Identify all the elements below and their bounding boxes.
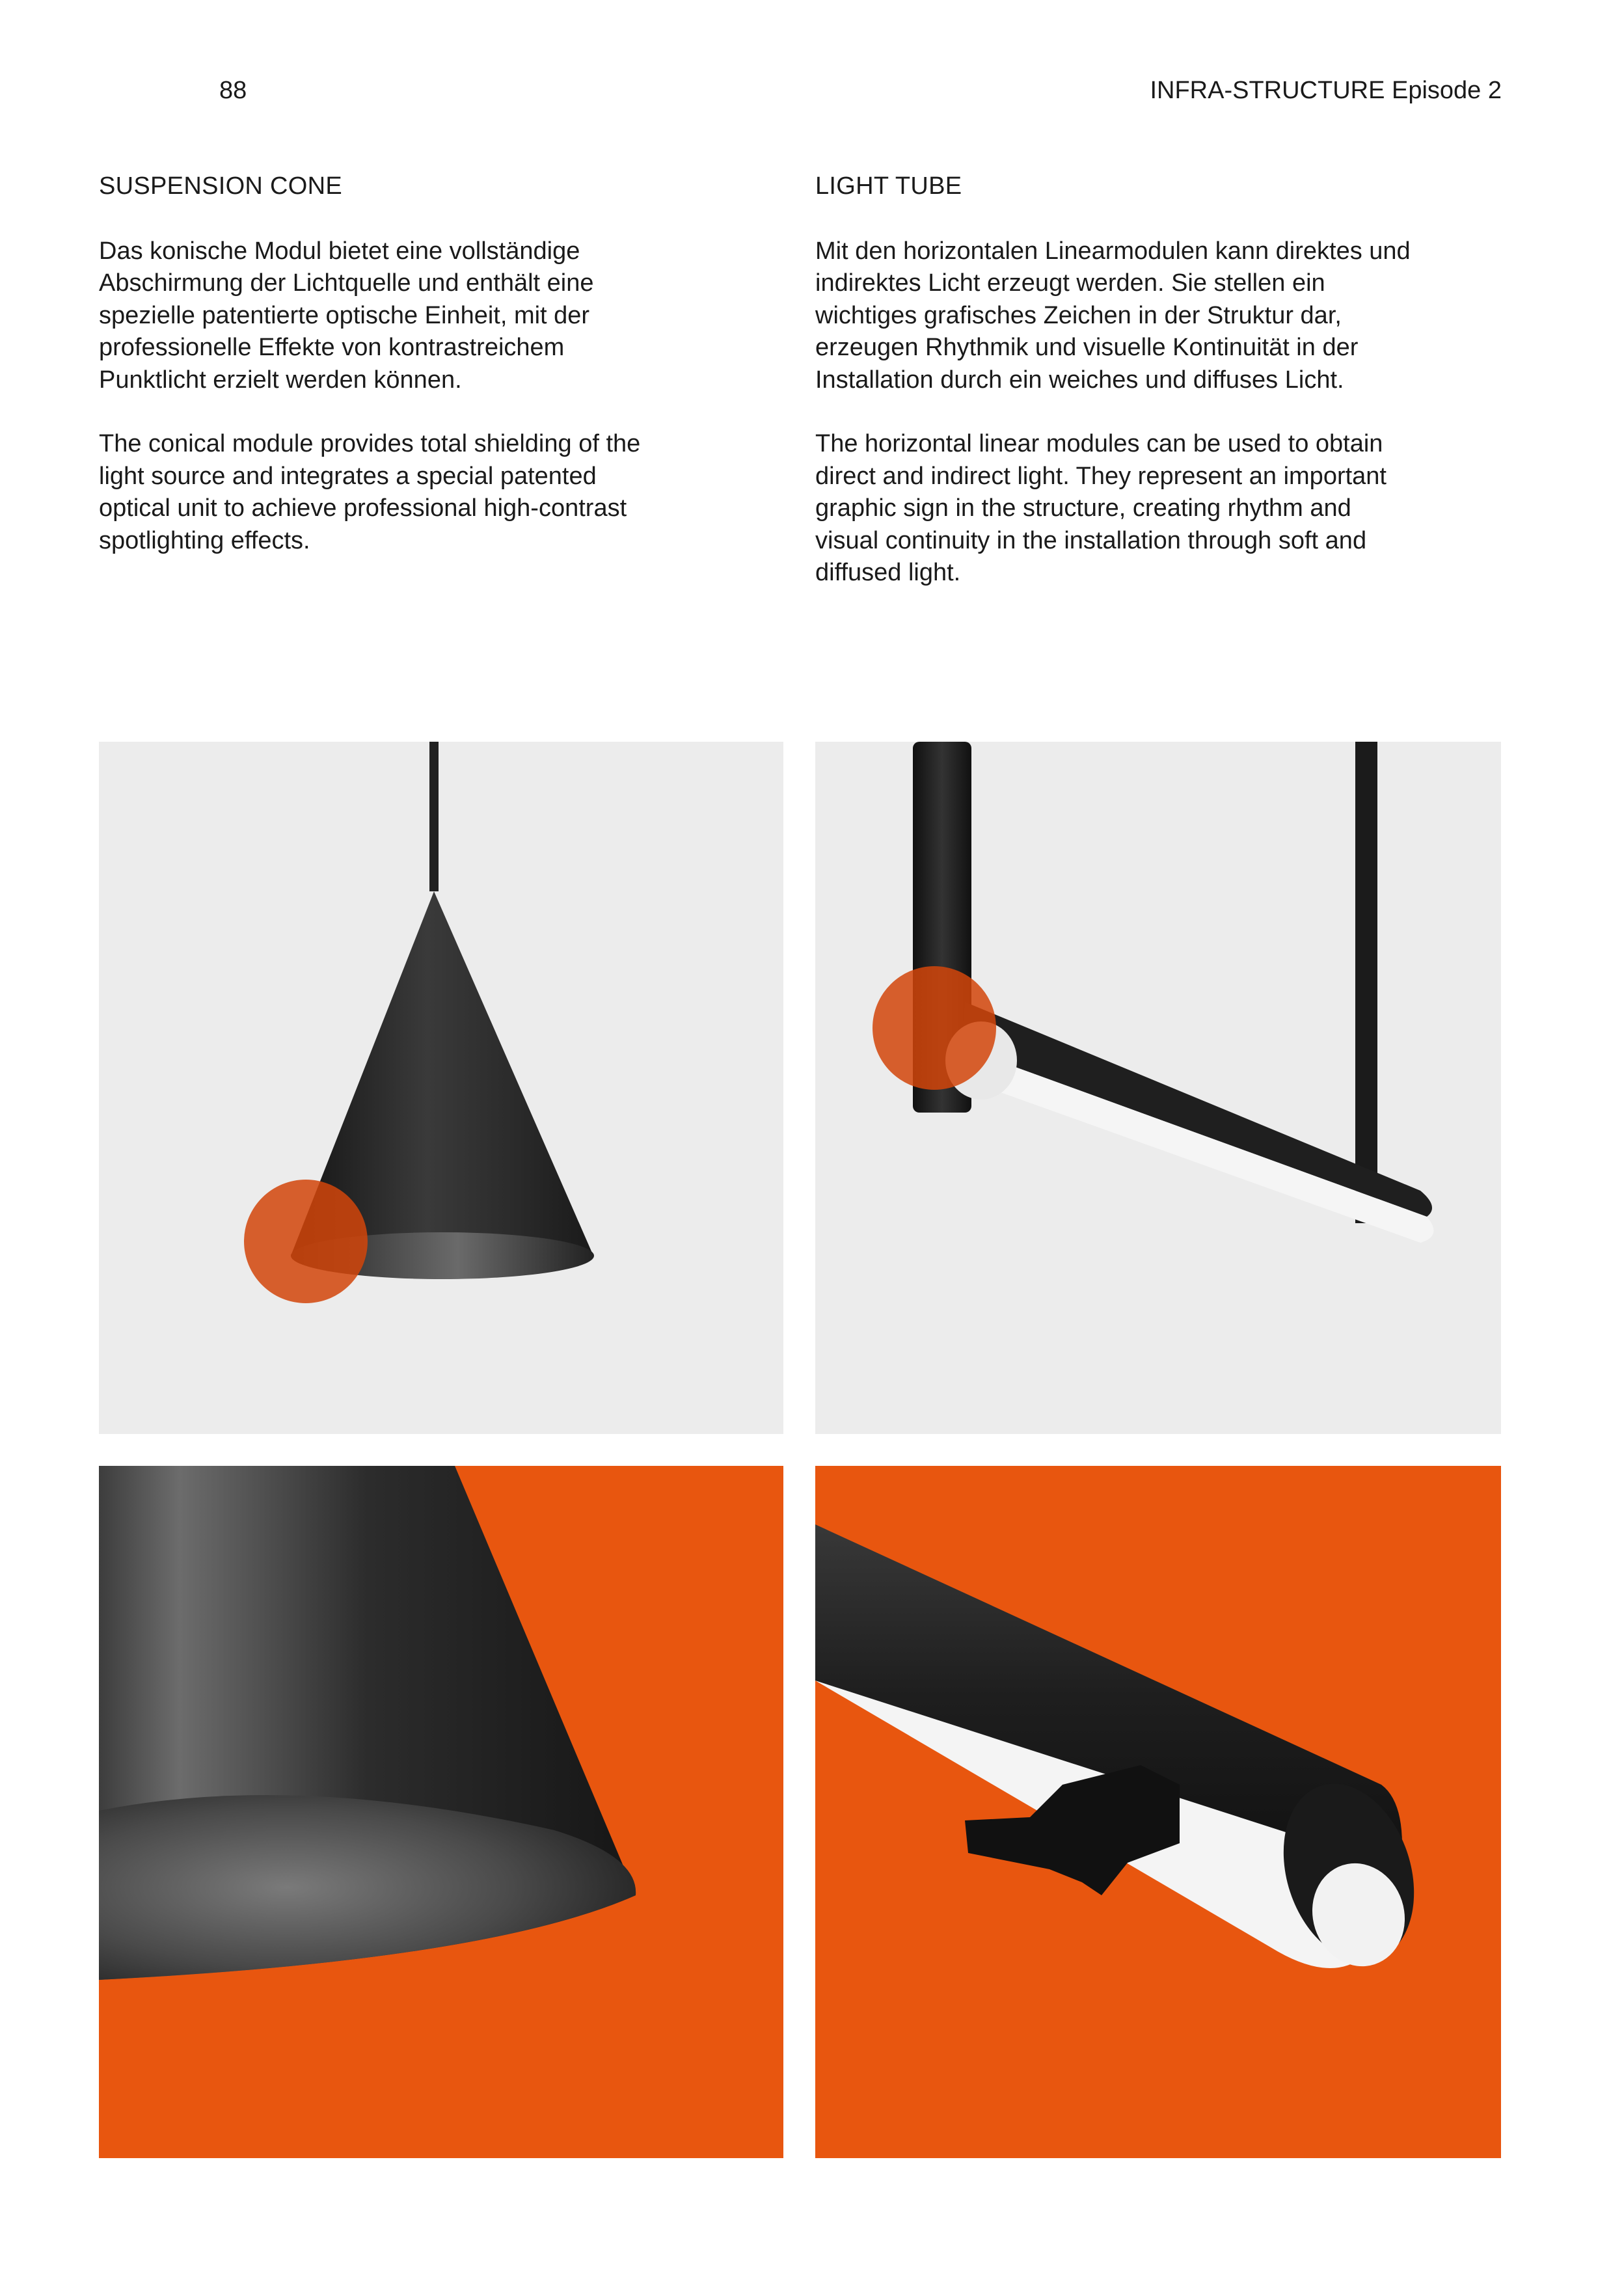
suspension-cone-section	[99, 170, 671, 589]
paragraph-german: Das konische Modul bietet eine vollständige Abschirmung der Lichtquelle und enthält eine spezielle patentierte optische Einheit, mit der professionelle Effekte von kontrastreichem Punktlicht erzielt werden können.	[99, 237, 594, 394]
light-tube-image	[815, 742, 1501, 1434]
right-suspension-rod	[1355, 742, 1377, 1223]
paragraph-german: Mit den horizontalen Linearmodulen kann direktes und indirektes Licht erzeugt werden. Sie stellen ein wichtiges grafisches Zeichen in der Struktur dar, erzeugen Rhythmik und visuelle Kontinuität in der Installation durch ein weiches und diffuses Licht.	[815, 237, 1411, 394]
paragraph-english: The horizontal linear modules can be used to obtain direct and indirect light. They represent an important graphic sign in the structure, creating rhythm and visual continuity in the installation through soft and diffused light.	[815, 430, 1387, 586]
suspension-rod	[429, 742, 439, 891]
section-title: SUSPENSION CONE	[99, 172, 343, 200]
highlight-circle	[244, 1180, 368, 1303]
running-header: INFRA-STRUCTURE Episode 2	[1150, 77, 1502, 104]
suspension-cone-image	[99, 742, 783, 1434]
page-number: 88	[219, 77, 247, 104]
suspension-cone-detail-image	[99, 1466, 783, 2158]
light-tube-joint-detail-image	[815, 1466, 1501, 2158]
highlight-circle	[873, 966, 996, 1090]
section-title: LIGHT TUBE	[815, 172, 962, 200]
light-tube-section	[815, 170, 1414, 621]
paragraph-english: The conical module provides total shielding of the light source and integrates a special patented optical unit to achieve professional high-contrast spotlighting effects.	[99, 430, 641, 554]
